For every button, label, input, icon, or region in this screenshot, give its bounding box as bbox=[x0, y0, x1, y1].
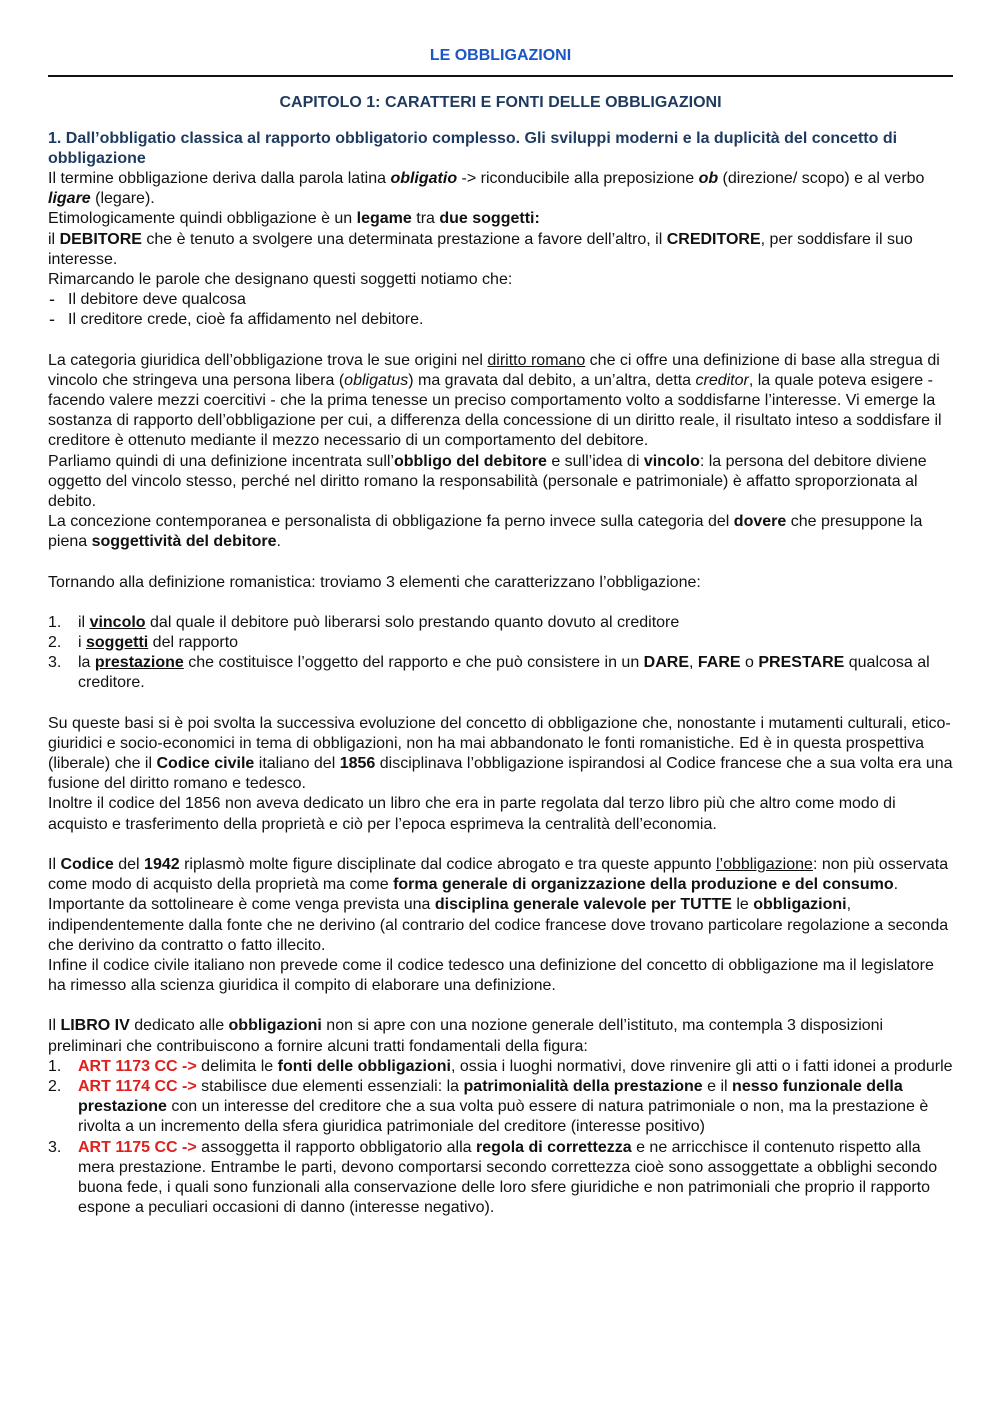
spacer bbox=[48, 553, 953, 573]
paragraph: Il termine obbligazione deriva dalla parola latina obligatio -> riconducibile alla preposizione ob (direzione/ scopo) e al verbo ligare (legare). bbox=[48, 170, 925, 208]
paragraph: La categoria giuridica dell’obbligazione trova le sue origini nel diritto romano che ci offre una definizione di base alla stregua di vincolo che stringeva una persona libera (obligatus) ma gravata dal debito, a un’altra, detta creditor, la quale poteva esigere - facendo valere mezzi coercitivi - che la prima tenesse un preciso comportamento volto a soddisfarne l’interesse. Vi emerge la sostanza di rapporto dell’obbligazione per cui, a differenza della concessione di un diritto reale, il risultato inteso a soddisfare il creditore è ottenuto mediante il mezzo necessario di un comportamento del debitore. bbox=[48, 351, 942, 450]
list-item: 1. ART 1173 CC -> delimita le fonti delle obbligazioni, ossia i luoghi normativi, dove rinvenire gli atti o i fatti idonei a produrle bbox=[48, 1057, 953, 1075]
paragraph: il DEBITORE che è tenuto a svolgere una determinata prestazione a favore dell’altro, il CREDITORE, per soddisfare il suo interesse. bbox=[48, 230, 913, 268]
article-reference: ART 1175 CC -> bbox=[78, 1138, 197, 1156]
paragraph: Infine il codice civile italiano non prevede come il codice tedesco una definizione del concetto di obbligazione ma il legislatore ha rimesso alla scienza giuridica il compito di elaborare una definizione. bbox=[48, 956, 934, 995]
list-item: 2. ART 1174 CC -> stabilisce due elementi essenziali: la patrimonialità della prestazione e il nesso funzionale della prestazione con un interesse del creditore che a sua volta può essere di natura patrimoniale o non, ma la prestazione è rivolta a un incremento della sfera giuridica patrimoniale del creditore (interesse positivo) bbox=[48, 1077, 929, 1136]
section-heading: 1. Dall’obbligatio classica al rapporto obbligatorio complesso. Gli sviluppi moderni e la duplicità del concetto di obbligazione bbox=[48, 130, 898, 167]
spacer bbox=[48, 331, 953, 351]
title-divider bbox=[48, 75, 953, 77]
paragraph: Tornando alla definizione romanistica: troviamo 3 elementi che caratterizzano l’obbligazione: bbox=[48, 573, 701, 591]
list-item: 1. il vincolo dal quale il debitore può liberarsi solo prestando quanto dovuto al creditore bbox=[48, 613, 680, 631]
paragraph: Su queste basi si è poi svolta la successiva evoluzione del concetto di obbligazione che, nonostante i mutamenti culturali, etico-giuridici e socio-economici in tema di obbligazioni, non ha mai abbandonato le fonti romanistiche. Ed è in questa prospettiva (liberale) che il Codice civile italiano del 1856 disciplinava l’obbligazione ispirandosi al Codice francese che a sua volta era una fusione del diritto romano e tedesco. bbox=[48, 714, 953, 793]
spacer bbox=[48, 593, 953, 613]
dash-list bbox=[48, 290, 953, 330]
document-page bbox=[48, 44, 953, 1218]
paragraph: Il LIBRO IV dedicato alle obbligazioni non si apre con una nozione generale dell’istituto, ma contempla 3 disposizioni preliminari che contribuiscono a fornire alcuni tratti fondamentali della figura: bbox=[48, 1017, 884, 1055]
article-reference: ART 1173 CC -> bbox=[78, 1057, 197, 1075]
elements-list bbox=[48, 613, 953, 694]
paragraph: Rimarcando le parole che designano questi soggetti notiamo che: bbox=[48, 271, 513, 289]
list-item: 2. i soggetti del rapporto bbox=[48, 634, 239, 652]
paragraph: Inoltre il codice del 1856 non aveva dedicato un libro che era in parte regolata dal terzo libro più che altro come modo di acquisto e trasferimento della proprietà e ciò per l’epoca esprimeva la centralità dell’economia. bbox=[48, 795, 896, 833]
articles-list bbox=[48, 1057, 953, 1219]
chapter-heading: CAPITOLO 1: CARATTERI E FONTI DELLE OBBLIGAZIONI bbox=[279, 94, 722, 111]
spacer bbox=[48, 835, 953, 855]
paragraph: Etimologicamente quindi obbligazione è un legame tra due soggetti: bbox=[48, 210, 540, 228]
paragraph: Importante da sottolineare è come venga prevista una disciplina generale valevole per TUTTE le obbligazioni, indipendentemente dalla fonte che ne derivino (al contrario del codice francese dove trovano particolare regolazione a seconda che derivino da contratto o fatto illecito. bbox=[48, 896, 949, 954]
article-reference: ART 1174 CC -> bbox=[78, 1077, 197, 1095]
paragraph: La concezione contemporanea e personalista di obbligazione fa perno invece sulla categoria del dovere che presuppone la piena soggettività del debitore. bbox=[48, 513, 923, 551]
paragraph: Parliamo quindi di una definizione incentrata sull’obbligo del debitore e sull’idea di vincolo: la persona del debitore diviene oggetto del vincolo stesso, perché nel diritto romano la responsabilità (personale e patrimoniale) è affatto sproporzionata al debito. bbox=[48, 452, 927, 511]
paragraph: Il Codice del 1942 riplasmò molte figure disciplinate dal codice abrogato e tra queste appunto l’obbligazione: non più osservata come modo di acquisto della proprietà ma come forma generale di organizzazione della produzione e del consumo. bbox=[48, 855, 949, 894]
list-item: 3. la prestazione che costituisce l’oggetto del rapporto e che può consistere in un DARE, FARE o PRESTARE qualcosa al creditore. bbox=[48, 654, 930, 692]
spacer bbox=[48, 694, 953, 714]
list-item: - Il debitore deve qualcosa bbox=[48, 290, 953, 310]
spacer bbox=[48, 996, 953, 1016]
list-item: - Il creditore crede, cioè fa affidamento nel debitore. bbox=[48, 310, 953, 330]
list-item: 3. ART 1175 CC -> assoggetta il rapporto obbligatorio alla regola di correttezza e ne arricchisce il contenuto rispetto alla mera prestazione. Entrambe le parti, devono comportarsi secondo correttezza cioè sono assoggettate a obblighi secondo buona fede, i quali sono funzionali alla conservazione delle loro sfere giuridiche e non patrimoniali che proprio il rapporto espone a peculiari occasioni di danno (interesse negativo). bbox=[48, 1138, 938, 1217]
document-title: LE OBBLIGAZIONI bbox=[429, 47, 572, 64]
